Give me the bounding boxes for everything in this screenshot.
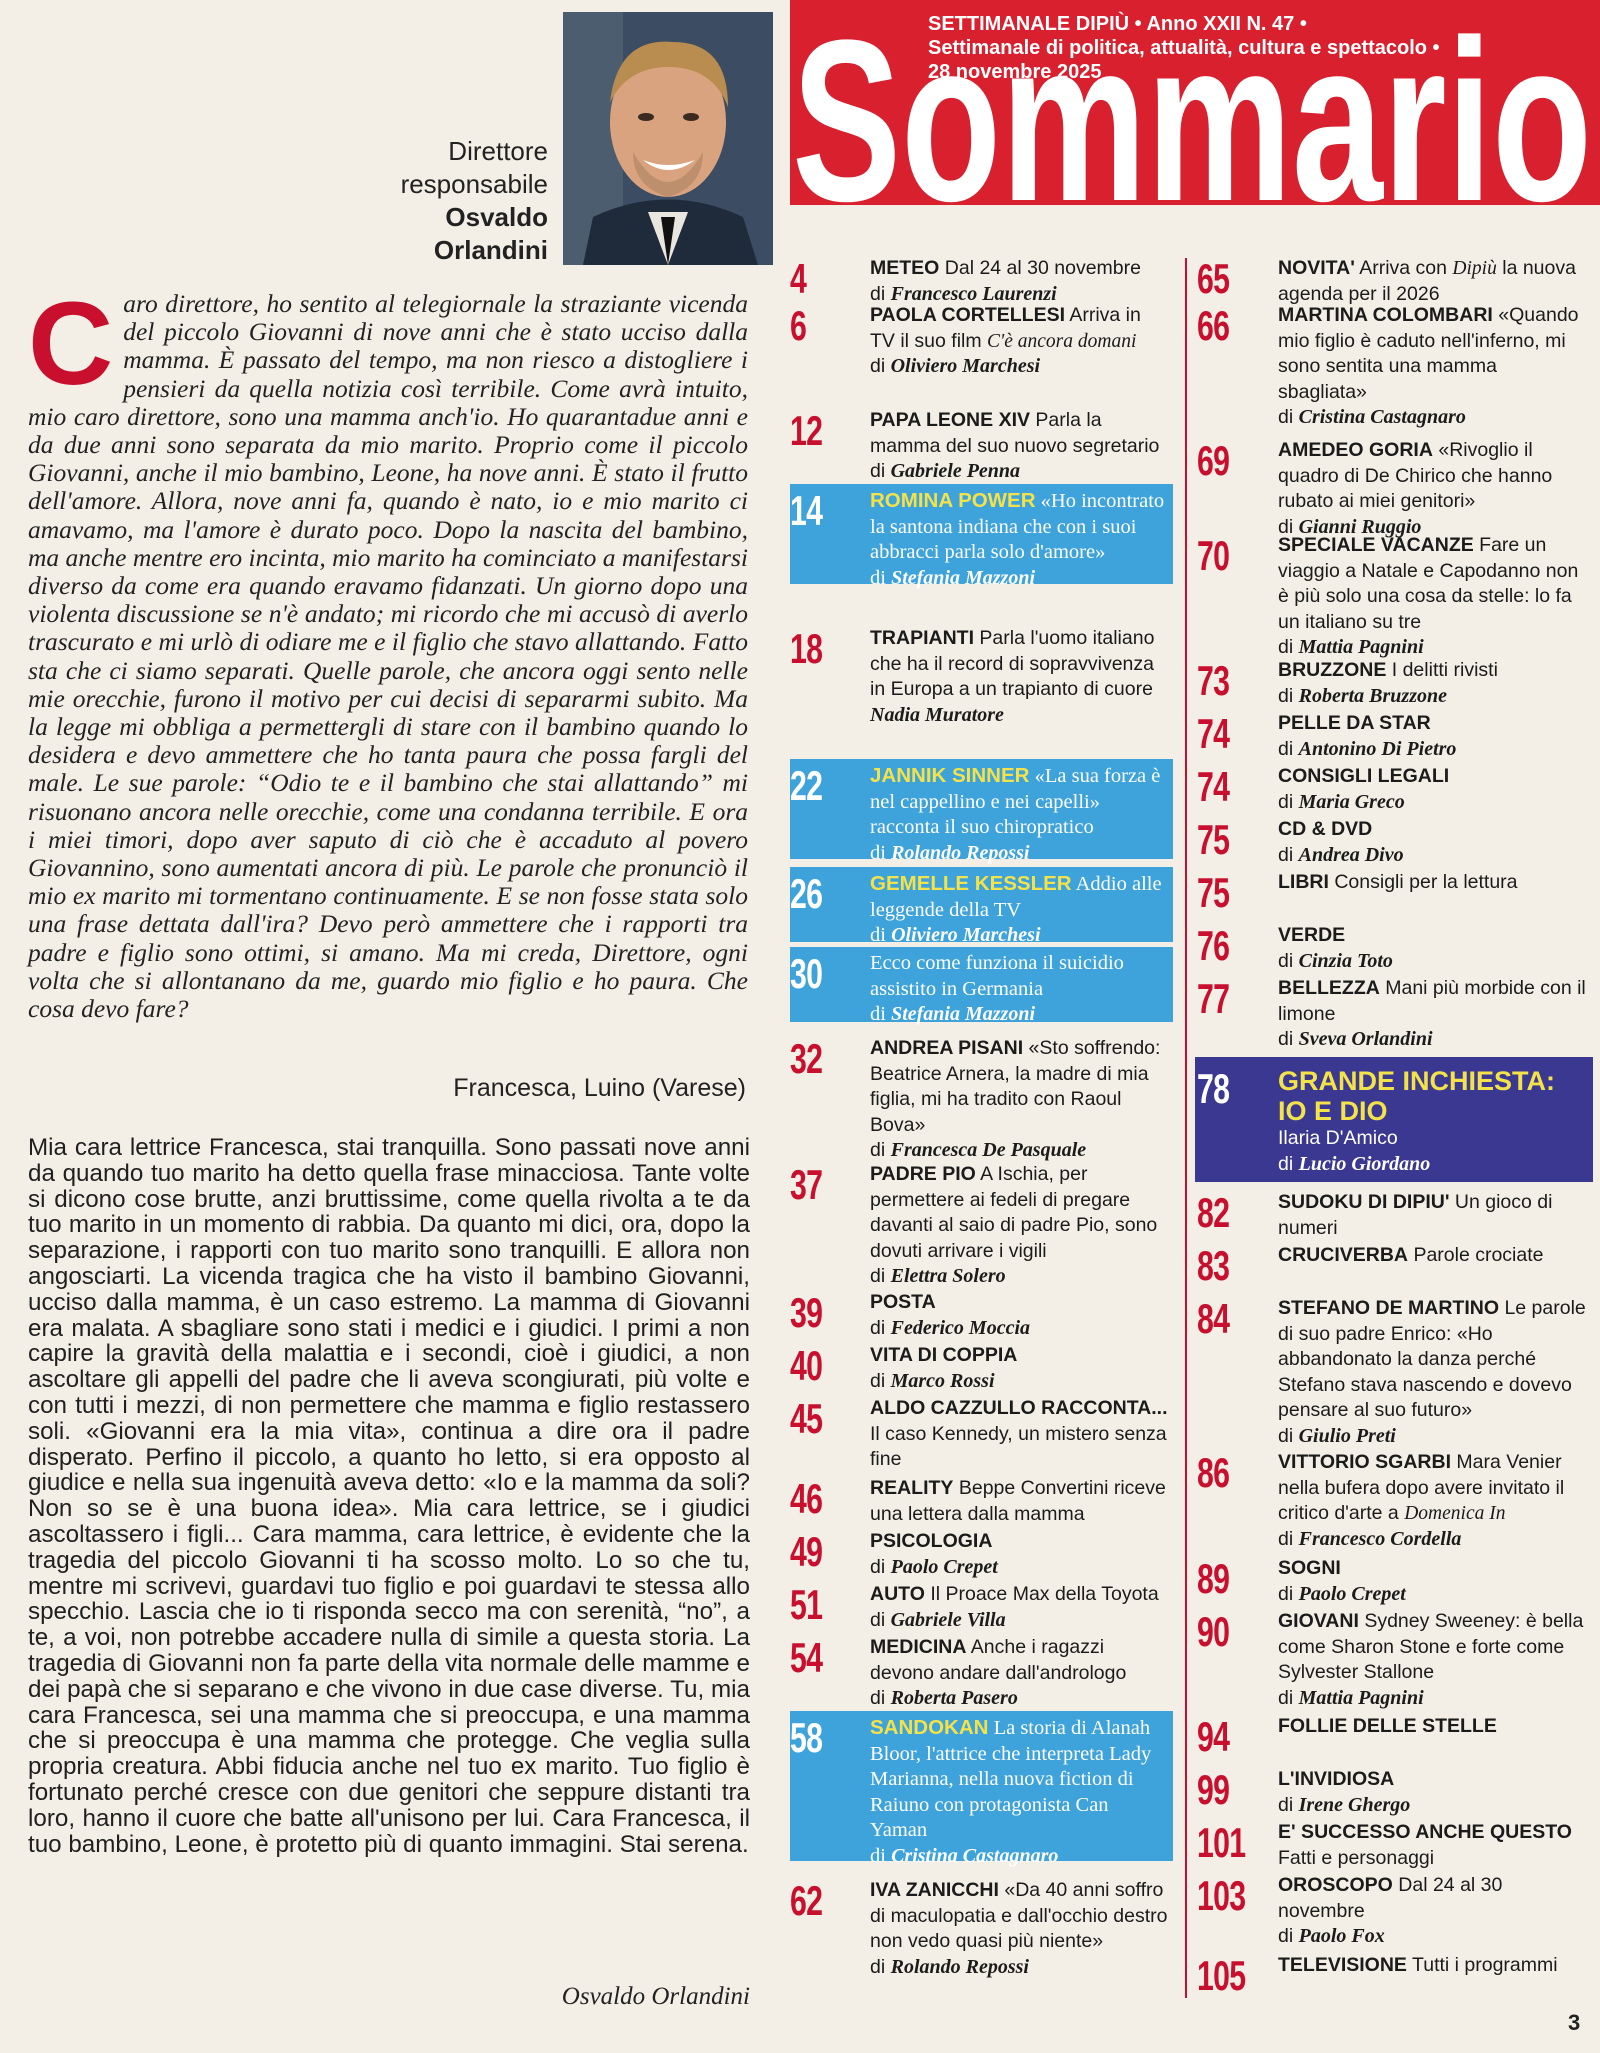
- toc-byline: di Paolo Crepet: [1278, 1582, 1406, 1605]
- toc-page-number: 12: [790, 407, 823, 454]
- toc-byline: di Federico Moccia: [870, 1316, 1031, 1339]
- letters-column: [28, 0, 758, 2053]
- toc-entry-text: Ecco come funziona il suicidio assistito in Germania di Stefania Mazzoni: [870, 951, 1170, 1028]
- toc-page-number: 51: [790, 1581, 823, 1628]
- toc-page-number: 4: [790, 255, 807, 302]
- toc-entry-text: GIOVANI Sydney Sweeney: è bella come Sharon Stone e forte come Sylvester Stallone di Mattia Pagnini: [1278, 1609, 1588, 1711]
- toc-page-number: 49: [790, 1528, 823, 1575]
- toc-keyword: BRUZZONE: [1278, 659, 1387, 681]
- toc-keyword: STEFANO DE MARTINO: [1278, 1297, 1500, 1319]
- director-role-1: Direttore: [448, 136, 548, 166]
- toc-page-number: 32: [790, 1035, 823, 1082]
- toc-keyword: PADRE PIO: [870, 1163, 976, 1185]
- toc-keyword: SPECIALE VACANZE: [1278, 534, 1474, 556]
- toc-byline: di Cinzia Toto: [1278, 949, 1393, 972]
- reply-signature: Osvaldo Orlandini: [561, 1983, 750, 2010]
- toc-keyword: MEDICINA: [870, 1636, 967, 1658]
- toc-keyword: TELEVISIONE: [1278, 1954, 1407, 1976]
- portrait-illustration: [563, 12, 773, 265]
- toc-entry-text: [1278, 1767, 1588, 1818]
- toc-byline: di Irene Ghergo: [1278, 1793, 1411, 1816]
- toc-page-number: 58: [790, 1714, 823, 1761]
- letter-dropcap: C: [28, 278, 114, 410]
- toc-entry-text: LIBRI Consigli per la lettura: [1278, 871, 1518, 893]
- toc-keyword: PAOLA CORTELLESI: [870, 304, 1065, 326]
- toc-byline: di Oliviero Marchesi: [870, 924, 1041, 946]
- toc-entry-text: ALDO CAZZULLO RACCONTA... Il caso Kennedy, un mistero senza fine: [870, 1397, 1168, 1470]
- toc-byline: di Roberta Pasero: [870, 1687, 1018, 1709]
- toc-page-number: 76: [1197, 922, 1230, 969]
- toc-byline: di Francesca De Pasquale: [870, 1139, 1087, 1161]
- toc-italic-title: C'è ancora domani: [987, 330, 1137, 352]
- toc-byline: di Gabriele Villa: [870, 1608, 1006, 1631]
- toc-byline: di Roberta Bruzzone: [1278, 684, 1447, 707]
- toc-column-divider: [1185, 258, 1187, 1998]
- toc-entry-text: ANDREA PISANI «Sto soffrendo: Beatrice Arnera, la madre di mia figlia, mi ha tradito con Raoul Bova» di Francesca De Pasquale: [870, 1036, 1170, 1164]
- toc-byline: di Francesco Cordella: [1278, 1527, 1462, 1550]
- toc-entry-text: AUTO Il Proace Max della Toyota di Gabriele Villa: [870, 1582, 1170, 1633]
- director-caption: [358, 135, 548, 267]
- toc-italic-title: Dipiù: [1452, 258, 1497, 279]
- toc-entry-text: BELLEZZA Mani più morbide con il limone di Sveva Orlandini: [1278, 976, 1588, 1053]
- toc-entry-text: ROMINA POWER «Ho incontrato la santona indiana che con i suoi abbracci parla solo d'amore» di Stefania Mazzoni: [870, 488, 1170, 591]
- toc-keyword: SANDOKAN: [870, 1716, 989, 1739]
- toc-byline: di Stefania Mazzoni: [870, 1003, 1036, 1025]
- toc-entry-text: E' SUCCESSO ANCHE QUESTO Fatti e personaggi: [1278, 1821, 1572, 1869]
- toc-entry-text: AMEDEO GORIA «Rivoglio il quadro di De Chirico che hanno rubato ai miei genitori» di Gianni Ruggio: [1278, 438, 1588, 540]
- toc-keyword: POSTA: [870, 1291, 936, 1313]
- toc-page-number: 82: [1197, 1189, 1230, 1236]
- toc-byline: di Mattia Pagnini: [1278, 636, 1424, 658]
- toc-byline: di Andrea Divo: [1278, 843, 1404, 866]
- director-name-2: Orlandini: [433, 235, 548, 265]
- director-name-1: Osvaldo: [445, 202, 548, 232]
- toc-entry-text: CRUCIVERBA Parole crociate: [1278, 1244, 1544, 1266]
- toc-keyword: CONSIGLI LEGALI: [1278, 765, 1450, 787]
- toc-entry-text: [1278, 1556, 1588, 1607]
- toc-keyword: VITA DI COPPIA: [870, 1344, 1018, 1366]
- toc-page-number: 14: [790, 487, 823, 534]
- toc-entry-text: PAPA LEONE XIV Parla la mamma del suo nuovo segretario di Gabriele Penna: [870, 408, 1170, 485]
- toc-entry-text: PADRE PIO A Ischia, per permettere ai fedeli di pregare davanti al saio di padre Pio, sono dovuti arrivare i vigili di Elettra Solero: [870, 1162, 1170, 1290]
- toc-italic-title: Domenica In: [1404, 1503, 1506, 1524]
- toc-page-number: 73: [1197, 657, 1230, 704]
- toc-byline: di Rolando Repossi: [870, 841, 1030, 864]
- toc-byline: di Sveva Orlandini: [1278, 1028, 1433, 1050]
- toc-keyword: IVA ZANICCHI: [870, 1879, 999, 1901]
- toc-page-number: 66: [1197, 302, 1230, 349]
- toc-byline: Nadia Muratore: [870, 703, 1004, 726]
- toc-entry-text: IVA ZANICCHI «Da 40 anni soffro di maculopatia e dall'occhio destro non vedo quasi più niente» di Rolando Repossi: [870, 1878, 1170, 1980]
- masthead-line-1: SETTIMANALE DIPIÙ • Anno XXII N. 47 •: [928, 13, 1307, 35]
- director-reply: Mia cara lettrice Francesca, stai tranquilla. Sono passati nove anni da quando tuo marito ha detto quella frase minacciosa. Tante volte si dicono cose brutte, anzi bruttissime, come quella rivolta a te da tuo marito in un momento di rabbia. Da quanto mi dici, ora, dopo la separazione, i rapporti con tuo marito sono tranquilli. E allora non angosciarti. La vicenda tragica che ha visto il bambino Giovanni, ucciso dalla mamma, è un caso estremo. La mamma di Giovanni era malata. A sbagliare sono stati i medici e i giudici. I primi a non capire la gravità della malattia e i secondi, cioè i giudici, a non ascoltare gli appelli del padre che li aveva scongiurati, più volte e con tutti i mezzi, di non permettere che mamma e figlio restassero soli. «Giovanni era la mia vita», continua a dire ora il padre disperato. Perfino il piccolo, a quanto ho letto, si era opposto al giudice e nella sua ingenuità aveva detto: «Io e la mamma da soli? Non so se è una buona idea». Mia cara lettrice, se i giudici ascoltassero i figli... Cara mamma, cara lettrice, è evidente che la tragedia del piccolo Giovanni ti ha scosso molto. Lo so che tu, mentre mi scrivevi, guardavi tuo figlio e poi guardavi te stessa allo specchio. Lascia che io ti risponda secco ma con serenità, “no”, a te, a voi, non potrebbe accadere nulla di simile a questa storia. La tragedia di Giovanni non fa parte della vita normale delle mamme e dei papà che si separano e che vivono in due case diverse. Tu, mia cara Francesca, sei una mamma che si preoccupa, e una mamma che si preoccupa è una mamma che protegge. Che veglia sulla propria creatura. Abbi fiducia anche nel tuo ex marito. Tuo figlio è fortunato perché cresce con due genitori che seppure distanti tra loro, hanno il cuore che batte all'unisono per lui. Cara Francesca, il tuo bambino, Leone, è protetto più di quanto immagini. Stai serena.: [28, 1134, 750, 1858]
- toc-page-number: 39: [790, 1289, 823, 1336]
- director-portrait: [563, 12, 773, 265]
- masthead-line-2: Settimanale di politica, attualità, cultura e spettacolo •: [928, 37, 1440, 59]
- toc-keyword: SOGNI: [1278, 1557, 1341, 1579]
- letter-body: aro direttore, ho sentito al telegiornale la straziante vicenda del piccolo Giovanni di nove anni che è stato ucciso dalla mamma. È passato del tempo, ma non riesco a distogliere i pensieri da quella notizia così terribile. Come avrà intuito, mio caro direttore, sono una mamma anch'io. Ho quarantadue anni e da due anni sono separata da mio marito. Proprio come il piccolo Giovanni, anche il mio bambino, Leone, ha nove anni. È stato il frutto dell'amore. Allora, nove anni fa, quando è nato, io e mio marito ci amavamo, ma l'amore è durato poco. Dopo la nascita del bambino, ma anche mentre ero incinta, mio marito ha cominciato a manifestarsi diverso da come era quando eravamo fidanzati. Un giorno dopo una violenta discussione se n'è andato; mi ricordo che mi accusò di averlo trascurato e mi urlò di odiare me e il figlio che stavo allattando. Fatto sta che ci siamo separati. Quelle parole, che ancora oggi sento nelle mie orecchie, furono il motivo per cui decisi di separarmi subito. Ma la legge mi obbliga a permettergli di stare con il bambino quando lo desidera e devo ammettere che ho tanta paura che possa fargli del male. Le sue parole: “Odio te e il bambino che stai allattando” mi risuonano ancora nelle orecchie, come una condanna terribile. E ora i miei timori, dopo aver saputo di ciò che è accaduto al povero Giovannino, sono aumentati ancora di più. Le parole che pronunciò il mio ex marito mi tormentano continuamente. E se non fosse stata solo una frase dettata dall'ira? Devo però ammettere che i rapporti tra padre e figlio sono ottimi, si amano. Ma mi creda, Direttore, ogni volta che si allontanano da me, guardo mio figlio e ho paura. Che cosa devo fare?: [28, 289, 748, 1024]
- toc-keyword: SUDOKU DI DIPIU': [1278, 1191, 1450, 1213]
- toc-byline: di Antonino Di Pietro: [1278, 737, 1457, 760]
- toc-page-number: 90: [1197, 1608, 1230, 1655]
- toc-entry-text: TRAPIANTI Parla l'uomo italiano che ha il record di sopravvivenza in Europa a un trapianto di cuore Nadia Muratore: [870, 626, 1170, 728]
- toc-page-number: 74: [1197, 710, 1230, 757]
- toc-page-number: 65: [1197, 255, 1230, 302]
- toc-entry-text: SANDOKAN La storia di Alanah Bloor, l'attrice che interpreta Lady Marianna, nella nuova fiction di Raiuno con protagonista Can Yaman di Cristina Castagnaro: [870, 1715, 1170, 1869]
- toc-entry-text: MEDICINA Anche i ragazzi devono andare dall'andrologo di Roberta Pasero: [870, 1635, 1170, 1712]
- toc-entry-text: JANNIK SINNER «La sua forza è nel cappellino e nei capelli» racconta il suo chiropratico di Rolando Repossi: [870, 763, 1170, 866]
- masthead-info: [928, 12, 1588, 84]
- toc-entry-text: [870, 1343, 1170, 1394]
- toc-byline: di Gabriele Penna: [870, 460, 1021, 482]
- masthead-title-text: Sommario: [792, 22, 1592, 205]
- toc-entry-text: METEO Dal 24 al 30 novembre di Francesco Laurenzi: [870, 256, 1170, 307]
- toc-entry-text: [1278, 923, 1588, 974]
- toc-keyword: ALDO CAZZULLO RACCONTA...: [870, 1397, 1168, 1419]
- toc-keyword: L'INVIDIOSA: [1278, 1768, 1395, 1790]
- toc-page-number: 6: [790, 302, 807, 349]
- toc-byline: di Francesco Laurenzi: [870, 282, 1057, 305]
- toc-entry-text: MARTINA COLOMBARI «Quando mio figlio è caduto nell'inferno, mi sono sentita una mamma sbagliata» di Cristina Castagnaro: [1278, 303, 1588, 431]
- toc-byline: di Mattia Pagnini: [1278, 1686, 1424, 1709]
- toc-byline: di Cristina Castagnaro: [1278, 406, 1466, 428]
- toc-page-number: 89: [1197, 1555, 1230, 1602]
- toc-keyword: CD & DVD: [1278, 818, 1373, 840]
- masthead: [790, 0, 1600, 205]
- toc-entry-text: GEMELLE KESSLER Addio alle leggende della TV di Oliviero Marchesi: [870, 871, 1170, 949]
- toc-keyword: GRANDE INCHIESTA: IO E DIO: [1278, 1066, 1556, 1126]
- toc-byline: di Giulio Preti: [1278, 1424, 1396, 1447]
- toc-keyword: VITTORIO SGARBI: [1278, 1451, 1451, 1473]
- toc-page-number: 77: [1197, 975, 1230, 1022]
- toc-keyword: GEMELLE KESSLER: [870, 872, 1072, 895]
- toc-page-number: 86: [1197, 1449, 1230, 1496]
- toc-keyword: PELLE DA STAR: [1278, 712, 1431, 734]
- toc-page-number: 26: [790, 870, 823, 917]
- toc-keyword: CRUCIVERBA: [1278, 1244, 1409, 1266]
- toc-page-number: 18: [790, 625, 823, 672]
- toc-entry-text: OROSCOPO Dal 24 al 30 novembre di Paolo Fox: [1278, 1873, 1588, 1950]
- toc-page-number: 62: [790, 1877, 823, 1924]
- letter-signature: Francesca, Luino (Varese): [453, 1074, 746, 1102]
- toc-page-number: 99: [1197, 1766, 1230, 1813]
- masthead-line-3: 28 novembre 2025: [928, 61, 1102, 83]
- toc-keyword: REALITY: [870, 1477, 954, 1499]
- toc-entry-text: [1278, 1066, 1588, 1177]
- toc-keyword: GIOVANI: [1278, 1610, 1359, 1632]
- toc-entry-text: STEFANO DE MARTINO Le parole di suo padre Enrico: «Ho abbandonato la danza perché Stefano stava nascendo e dovevo pensare al suo futuro» di Giulio Preti: [1278, 1296, 1588, 1449]
- toc-keyword: ROMINA POWER: [870, 489, 1036, 512]
- toc-byline: di Stefania Mazzoni: [870, 566, 1036, 589]
- toc-entry-text: [870, 1290, 1170, 1341]
- toc-byline: di Cristina Castagnaro: [870, 1844, 1059, 1867]
- toc-page-number: 40: [790, 1342, 823, 1389]
- toc-keyword: JANNIK SINNER: [870, 764, 1030, 787]
- toc-keyword: MARTINA COLOMBARI: [1278, 304, 1493, 326]
- toc-keyword: PSICOLOGIA: [870, 1530, 993, 1552]
- toc-page-number: 70: [1197, 532, 1230, 579]
- toc-entry-text: [1278, 764, 1588, 815]
- toc-page-number: 75: [1197, 869, 1230, 916]
- toc-entry-text: [1278, 711, 1588, 762]
- toc-page-number: 46: [790, 1475, 823, 1522]
- toc-entry-text: [1278, 1714, 1588, 1740]
- toc-entry-text: PAOLA CORTELLESI Arriva in TV il suo film C'è ancora domani di Oliviero Marchesi: [870, 303, 1170, 380]
- toc-entry-text: NOVITA' Arriva con Dipiù la nuova agenda per il 2026: [1278, 257, 1576, 305]
- toc-byline: di Lucio Giordano: [1278, 1152, 1431, 1175]
- toc-keyword: PAPA LEONE XIV: [870, 409, 1030, 431]
- toc-entry-text: [870, 1529, 1170, 1580]
- toc-byline: di Marco Rossi: [870, 1369, 995, 1392]
- toc-keyword: FOLLIE DELLE STELLE: [1278, 1715, 1497, 1737]
- toc-byline: di Paolo Crepet: [870, 1555, 998, 1578]
- toc-entry-text: REALITY Beppe Convertini riceve una lettera dalla mamma: [870, 1477, 1166, 1525]
- toc-page-number: 103: [1197, 1872, 1246, 1919]
- toc-keyword: METEO: [870, 257, 940, 279]
- toc-entry-text: [1278, 817, 1588, 868]
- toc-keyword: NOVITA': [1278, 257, 1355, 279]
- toc-page-number: 45: [790, 1395, 823, 1442]
- director-role-2: responsabile: [400, 169, 548, 199]
- toc-byline: di Paolo Fox: [1278, 1925, 1385, 1947]
- toc-page-number: 69: [1197, 437, 1230, 484]
- toc-page-number: 74: [1197, 763, 1230, 810]
- page-number: 3: [1568, 2010, 1581, 2035]
- toc-keyword: OROSCOPO: [1278, 1874, 1393, 1896]
- toc-keyword: ANDREA PISANI: [870, 1037, 1024, 1059]
- toc-entry-text: SUDOKU DI DIPIU' Un gioco di numeri: [1278, 1191, 1553, 1239]
- toc-byline: di Rolando Repossi: [870, 1955, 1029, 1978]
- toc-page-number: 37: [790, 1161, 823, 1208]
- toc-page-number: 54: [790, 1634, 823, 1681]
- toc-byline: di Oliviero Marchesi: [870, 355, 1041, 377]
- toc-byline: di Gianni Ruggio: [1278, 515, 1422, 538]
- toc-entry-text: SPECIALE VACANZE Fare un viaggio a Natale e Capodanno non è più solo una cosa da stelle: lo fa un italiano su tre di Mattia Pagnini: [1278, 533, 1588, 661]
- toc-page-number: 84: [1197, 1295, 1230, 1342]
- toc-entry-text: TELEVISIONE Tutti i programmi: [1278, 1954, 1558, 1976]
- toc-page-number: 75: [1197, 816, 1230, 863]
- toc-keyword: BELLEZZA: [1278, 977, 1380, 999]
- toc-subtitle: Ilaria D'Amico: [1278, 1127, 1398, 1149]
- toc-page-number: 78: [1197, 1065, 1230, 1112]
- toc-keyword: AUTO: [870, 1583, 925, 1605]
- toc-keyword: E' SUCCESSO ANCHE QUESTO: [1278, 1821, 1572, 1843]
- toc-page-number: 101: [1197, 1819, 1246, 1866]
- toc-keyword: TRAPIANTI: [870, 627, 974, 649]
- toc-keyword: VERDE: [1278, 924, 1346, 946]
- toc-page-number: 22: [790, 762, 823, 809]
- toc-keyword: AMEDEO GORIA: [1278, 439, 1433, 461]
- toc-page-number: 30: [790, 950, 823, 997]
- toc-entry-text: BRUZZONE I delitti rivisti di Roberta Bruzzone: [1278, 658, 1588, 709]
- toc-page-number: 105: [1197, 1952, 1246, 1999]
- toc-page-number: 94: [1197, 1713, 1230, 1760]
- toc-keyword: LIBRI: [1278, 871, 1329, 893]
- reader-letter: [28, 278, 748, 1024]
- toc-byline: di Elettra Solero: [870, 1265, 1006, 1287]
- toc-page-number: 83: [1197, 1242, 1230, 1289]
- toc-entry-text: VITTORIO SGARBI Mara Venier nella bufera dopo avere invitato il critico d'arte a Domenica In di Francesco Cordella: [1278, 1450, 1588, 1552]
- toc-byline: di Maria Greco: [1278, 790, 1405, 813]
